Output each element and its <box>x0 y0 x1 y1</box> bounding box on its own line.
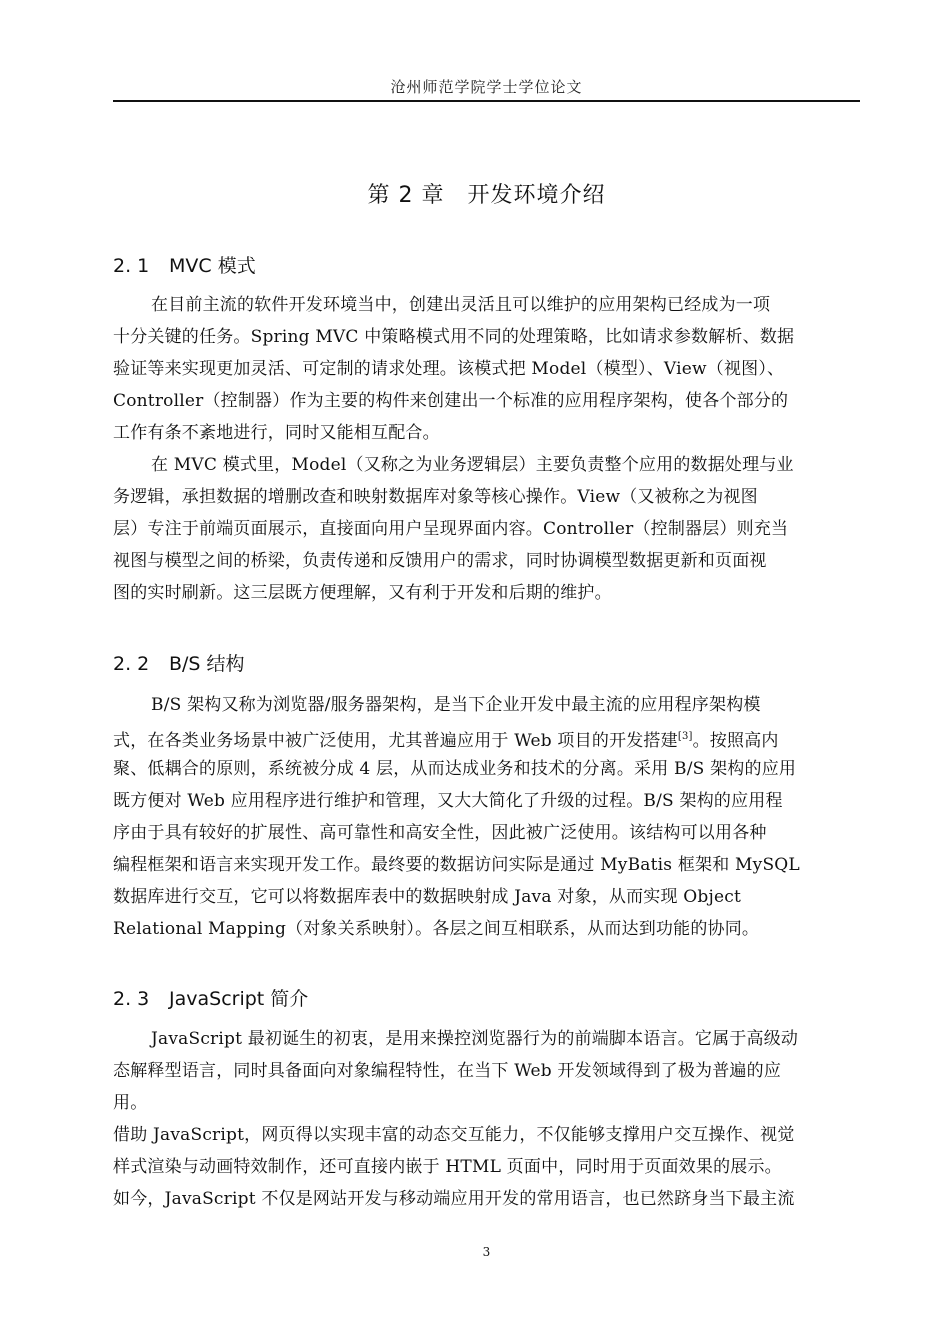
section-heading <box>113 253 256 279</box>
page-number: 3 <box>482 1245 491 1259</box>
section-body <box>113 689 858 945</box>
section-title: B/S 结构 <box>169 653 245 675</box>
text-line: 层）专注于前端页面展示，直接面向用户呈现界面内容。Controller（控制器层）则充当 <box>113 519 789 539</box>
text-line: Controller（控制器）作为主要的构件来创建出一个标准的应用程序架构，使各个部分的 <box>113 391 789 411</box>
text-line: 编程框架和语言来实现开发工作。最终要的数据访问实际是通过 MyBatis 框架和 MySQL <box>113 855 800 875</box>
citation: [3] <box>677 731 693 742</box>
text-line: 态解释型语言，同时具备面向对象编程特性，在当下 Web 开发领域得到了极为普遍的应 <box>113 1061 782 1081</box>
text-line: 样式渲染与动画特效制作，还可直接内嵌于 HTML 页面中，同时用于页面效果的展示。 <box>113 1157 782 1177</box>
section-title: JavaScript 简介 <box>169 988 309 1010</box>
section-number: 2. 2 <box>113 653 150 675</box>
text-line: B/S 架构又称为浏览器/服务器架构，是当下企业开发中最主流的应用程序架构模 <box>151 695 761 715</box>
text-line: 在目前主流的软件开发环境当中，创建出灵活且可以维护的应用架构已经成为一项 <box>151 295 771 315</box>
text-line: 序由于具有较好的扩展性、高可靠性和高安全性，因此被广泛使用。该结构可以用各种 <box>113 823 767 843</box>
header-rule <box>113 100 860 102</box>
section-number: 2. 3 <box>113 988 150 1010</box>
running-header: 沧州师范学院学士学位论文 <box>390 78 583 96</box>
text-line: 用。 <box>113 1093 148 1113</box>
text-line: 验证等来实现更加灵活、可定制的请求处理。该模式把 Model（模型）、View（视图）、 <box>113 359 785 379</box>
text-line: 图的实时刷新。这三层既方便理解，又有利于开发和后期的维护。 <box>113 583 612 603</box>
section-heading <box>113 651 245 677</box>
section-body <box>113 289 858 609</box>
chapter-title: 第 2 章 开发环境介绍 <box>367 183 606 208</box>
text-line: 如今，JavaScript 不仅是网站开发与移动端应用开发的常用语言，也已然跻身当下最主流 <box>113 1189 795 1209</box>
text-run: 。按照高内 <box>692 731 779 751</box>
text-line <box>113 721 858 753</box>
section-body <box>113 1023 858 1215</box>
text-line: 务逻辑，承担数据的增删改查和映射数据库对象等核心操作。View（又被称之为视图 <box>113 487 758 507</box>
text-line: 聚、低耦合的原则，系统被分成 4 层，从而达成业务和技术的分离。采用 B/S 架构的应用 <box>113 759 797 779</box>
text-line: 数据库进行交互，它可以将数据库表中的数据映射成 Java 对象，从而实现 Object <box>113 887 742 907</box>
text-line: 十分关键的任务。Spring MVC 中策略模式用不同的处理策略，比如请求参数解析、数据 <box>113 327 795 347</box>
text-line: JavaScript 最初诞生的初衷，是用来操控浏览器行为的前端脚本语言。它属于高级动 <box>151 1029 799 1049</box>
text-line: Relational Mapping（对象关系映射）。各层之间互相联系，从而达到功能的协同。 <box>113 919 760 939</box>
section-title: MVC 模式 <box>169 255 256 277</box>
text-line: 工作有条不紊地进行，同时又能相互配合。 <box>113 423 440 443</box>
text-line: 视图与模型之间的桥梁，负责传递和反馈用户的需求，同时协调模型数据更新和页面视 <box>113 551 767 571</box>
section-heading <box>113 986 308 1012</box>
text-run: 式，在各类业务场景中被广泛使用，尤其普遍应用于 Web 项目的开发搭建 <box>113 731 678 751</box>
text-line: 借助 JavaScript，网页得以实现丰富的动态交互能力，不仅能够支撑用户交互操作、视觉 <box>113 1125 795 1145</box>
text-line: 在 MVC 模式里，Model（又称之为业务逻辑层）主要负责整个应用的数据处理与业 <box>151 455 794 475</box>
text-line: 既方便对 Web 应用程序进行维护和管理，又大大简化了升级的过程。B/S 架构的应用程 <box>113 791 783 811</box>
section-number: 2. 1 <box>113 255 150 277</box>
